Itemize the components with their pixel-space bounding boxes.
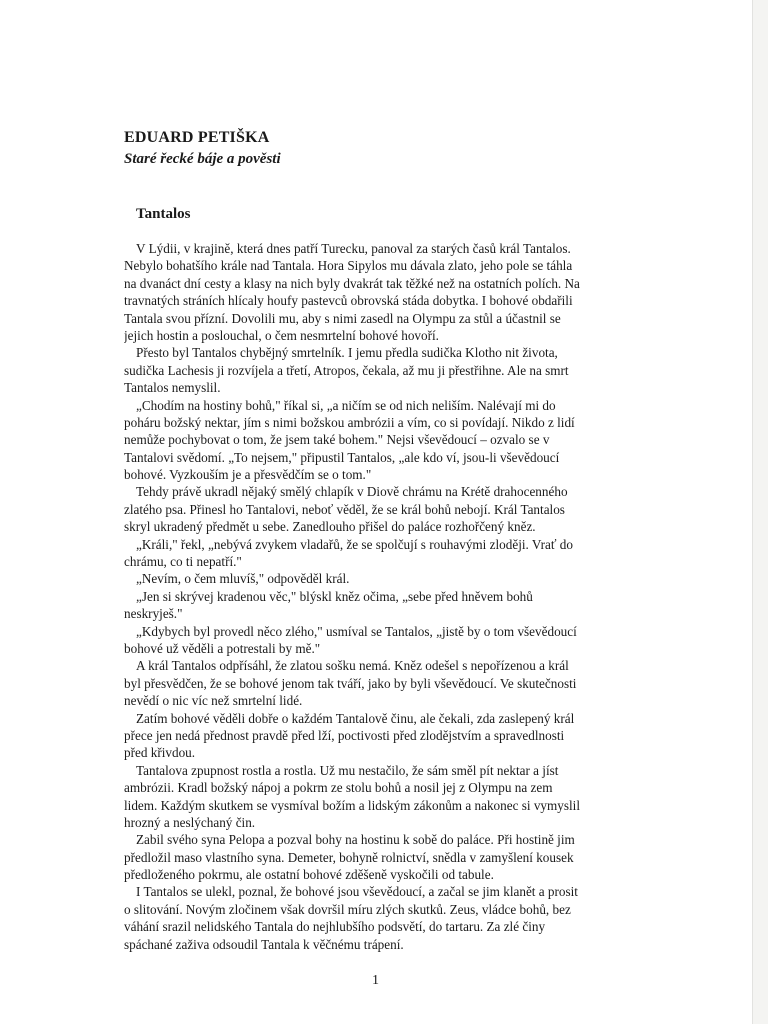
text-line: I Tantalos se ulekl, poznal, že bohové jsou vševědoucí, a začal se jim klanět a prosit <box>136 884 578 900</box>
text-line: Přesto byl Tantalos chybějný smrtelník. I jemu předla sudička Klotho nit života, <box>136 345 558 361</box>
text-line: V Lýdii, v krajině, která dnes patří Turecku, panoval za starých časů král Tantalos. <box>136 241 571 256</box>
text-line: Tantalova zpupnost rostla a rostla. Už mu nestačilo, že sám směl pít nektar a jíst <box>136 762 559 778</box>
text-line: neskryješ." <box>124 606 183 622</box>
text-line: Tantalovi svědomí. „To nejsem," připustil Tantalos, „ale kdo ví, jsou-li vševědoucí <box>124 449 560 465</box>
text-line: přece jen nedá přednost pravdě před lží, poctivosti před zlodějstvím a spravedlnosti <box>124 727 565 743</box>
text-line: „Králi," řekl, „nebývá zvykem vladařů, že se spolčují s rouhavými zloději. Vrať do <box>136 536 573 552</box>
text-line: jejich hostin a poslouchal, o čem nesmrtelní bohové hovoří. <box>124 327 439 343</box>
text-line: Nebylo bohatšího krále nad Tantala. Hora Sipylos mu dávala zlato, jeho pole se táhla <box>124 258 573 274</box>
text-line: bohové. Vyzkouším je a přesvědčím se o tom." <box>124 467 372 483</box>
text-line: „Nevím, o čem mluvíš," odpověděl král. <box>136 571 350 587</box>
text-line: předložil maso vlastního syna. Demeter, bohyně rolnictví, snědla v zamyšlení kousek <box>124 849 574 865</box>
text-line: na dvanáct dní cesty a klasy na nich byly dvakrát tak těžké než na ostatních polích. Na <box>124 275 580 291</box>
text-line: skryl ukradený předmět u sebe. Zanedlouho přišel do paláce rozhořčený kněz. <box>124 519 536 535</box>
text-line: nevědí o nic víc než smrtelní lidé. <box>124 693 303 709</box>
text-line: „Jen si skrývej kradenou věc," blýskl kněz očima, „sebe před hněvem bohů <box>136 588 533 604</box>
text-line: zlatého psa. Přinesl ho Tantalovi, neboť věděl, že se král bohů nebojí. Král Tantalos <box>124 501 565 517</box>
author-name: EDUARD PETIŠKA <box>124 129 270 146</box>
text-line: Zabil svého syna Pelopa a pozval bohy na hostinu k sobě do paláce. Při hostině jim <box>136 832 575 848</box>
text-line: o slitování. Novým zločinem však dovršil míru zlých skutků. Zeus, vládce bohů, bez <box>124 901 571 917</box>
text-line: spáchané zaživa odsoudil Tantala k věčnému trápení. <box>124 936 404 952</box>
text-line: poháru božský nektar, jím s nimi božskou ambrózii a vím, co si povídají. Nikdo z lidí <box>124 414 575 430</box>
text-line: ambrózii. Kradl božský nápoj a pokrm ze stolu bohů a nosil jej z Olympu na zem <box>124 780 553 796</box>
text-line: Tantalos nemyslil. <box>124 380 221 396</box>
text-line: před křivdou. <box>124 745 196 761</box>
chapter-title: Tantalos <box>136 206 191 222</box>
text-line: předloženého pokrmu, ale ostatní bohové zděšeně vyskočili od tabule. <box>124 867 494 883</box>
text-line: A král Tantalos odpřísáhl, že zlatou sošku nemá. Kněz odešel s nepořízenou a král <box>136 658 569 674</box>
text-line: chrámu, co ti nepatří." <box>124 554 242 570</box>
text-line: sudička Lachesis ji rozvíjela a třetí, Atropos, čekala, až mu ji přestřihne. Ale na smrt <box>124 362 569 378</box>
book-title: Staré řecké báje a pověsti <box>124 151 281 167</box>
text-line: váhání srazil nelidského Tantala do nejhlubšího podsvětí, do tartaru. Za zlé činy <box>124 919 546 935</box>
text-line: hrozný a neslýchaný čin. <box>124 814 256 830</box>
text-line: bohové už věděli a potrestali by mě." <box>124 640 321 656</box>
text-line: Zatím bohové věděli dobře o každém Tantalově činu, ale čekali, zda zaslepený král <box>136 710 575 726</box>
text-line: nemůže pochybovat o tom, že jsem také bohem." Nejsi vševědoucí – ozvalo se v <box>124 432 550 448</box>
text-line: Tantala svou přízní. Dovolili mu, aby s nimi zasedl na Olympu za stůl a účastnil se <box>124 310 561 326</box>
text-line: Tehdy právě ukradl nějaký smělý chlapík v Diově chrámu na Krétě drahocenného <box>136 484 568 500</box>
page-number: 1 <box>372 973 379 988</box>
story-text <box>124 240 630 953</box>
text-line: „Chodím na hostiny bohů," říkal si, „a ničím se od nich neliším. Nalévají mi do <box>136 397 556 413</box>
text-line: travnatých stráních hlícaly houfy pastevců obrovská stáda dobytka. I bohové obdařili <box>124 293 573 309</box>
text-line: „Kdybych byl provedl něco zlého," usmíval se Tantalos, „jistě by o tom vševědoucí <box>136 623 577 639</box>
text-line: lidem. Každým skutkem se vysmíval božím a lidským zákonům a nakonec si vymyslil <box>124 797 580 813</box>
text-line: byl přesvědčen, že se bohové jenom tak tváří, jako by byli vševědoucí. Ve skutečnosti <box>124 675 577 691</box>
